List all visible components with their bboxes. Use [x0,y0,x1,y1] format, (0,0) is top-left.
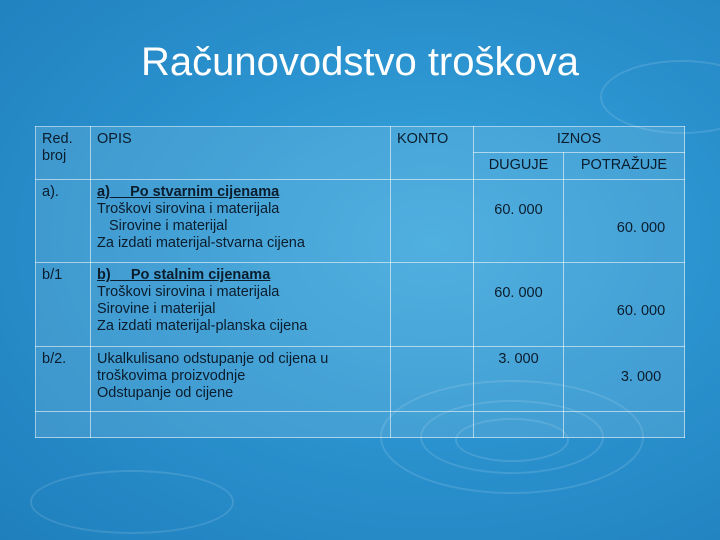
row-description [91,180,390,252]
row-description [91,347,390,402]
row-heading [97,184,384,201]
row-line: Troškovi sirovina i materijala [97,201,280,217]
header-opis: OPIS [97,131,132,147]
row-number: a). [42,184,59,200]
row-heading [97,267,384,284]
accounting-table [35,126,685,438]
row-konto [391,180,473,184]
table-row-empty [36,412,685,438]
table-row [36,263,685,347]
header-iznos: IZNOS [556,131,602,147]
table-header-row [36,127,685,153]
row-line: Ukalkulisano odstupanje od cijena u troškovima proizvodnje [97,351,329,384]
empty-cell [91,412,391,438]
row-line: Odstupanje od cijene [97,385,234,401]
background-ripple [30,470,234,534]
row-duguje: 60. 000 [494,285,543,301]
table-row [36,347,685,412]
row-konto [391,263,473,267]
row-line: Za izdati materijal-stvarna cijena [97,235,305,251]
empty-cell [391,412,474,438]
header-iznos-cell [474,127,685,153]
row-line: Za izdati materijal-planska cijena [97,318,308,334]
row-heading-letter: a) [97,184,110,200]
row-number: b/1 [42,267,63,283]
row-number: b/2. [42,351,67,367]
row-description [91,263,390,335]
header-potrazuje: POTRAŽUJE [580,157,668,173]
row-konto [391,347,473,351]
row-heading-text: Po stvarnim cijenama [130,184,280,200]
header-konto: KONTO [397,131,449,147]
row-line: Sirovine i materijal [109,218,228,234]
header-potrazuje-cell [564,153,685,180]
row-line: Sirovine i materijal [97,301,216,317]
header-red-broj-cell [36,127,91,180]
row-heading-letter: b) [97,267,111,283]
header-duguje: DUGUJE [488,157,549,173]
row-heading-text: Po stalnim cijenama [130,267,271,283]
header-opis-cell [91,127,391,180]
row-potrazuje: 60. 000 [616,220,666,236]
row-duguje: 3. 000 [498,351,539,367]
empty-cell [474,412,564,438]
row-potrazuje: 3. 000 [620,369,662,385]
empty-cell [36,412,91,438]
row-duguje: 60. 000 [494,202,543,218]
table-row [36,180,685,263]
header-red-broj: Red. broj [42,131,73,164]
header-duguje-cell [474,153,564,180]
row-potrazuje: 60. 000 [616,303,666,319]
slide-title: Računovodstvo troškova [140,40,579,84]
header-konto-cell [391,127,474,180]
row-line: Troškovi sirovina i materijala [97,284,280,300]
empty-cell [564,412,685,438]
